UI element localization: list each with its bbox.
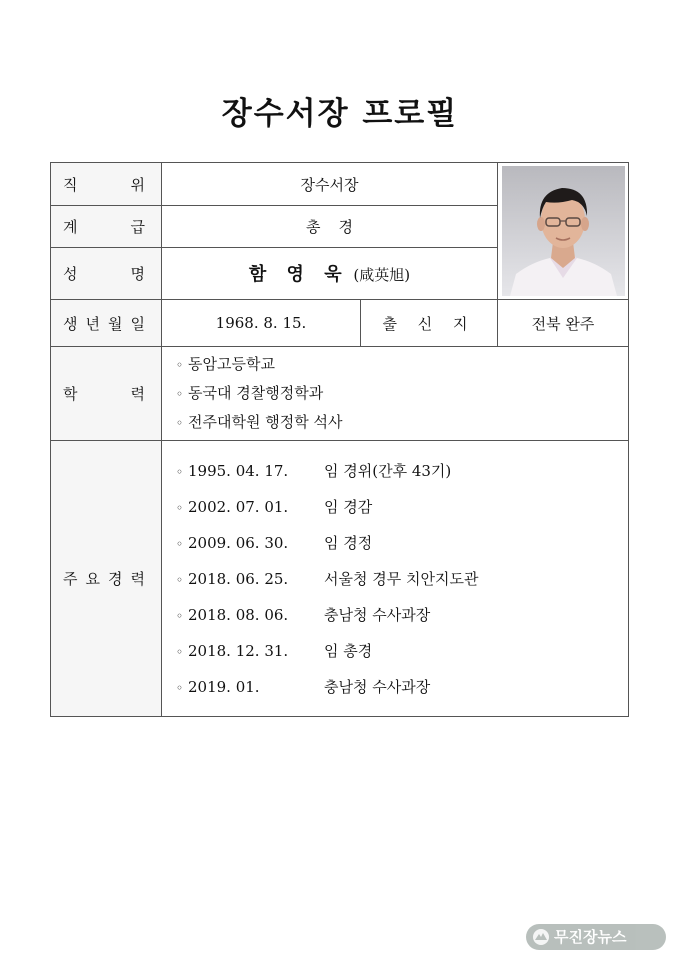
career-date: 2018. 06. 25. xyxy=(188,570,289,588)
career-item xyxy=(176,525,616,561)
name-cell xyxy=(162,247,498,299)
career-item xyxy=(176,561,616,597)
bullet: ◦ xyxy=(176,609,184,623)
bullet: ◦ xyxy=(176,416,184,430)
bullet: ◦ xyxy=(176,465,184,479)
career-date: 2002. 07. 01. xyxy=(188,498,289,516)
career-desc: 충남청 수사과장 xyxy=(324,606,431,624)
career-item xyxy=(176,669,616,705)
career-desc: 임 경감 xyxy=(324,498,373,516)
origin-value: 전북 완주 xyxy=(498,300,629,347)
education-text: 동국대 경찰행정학과 xyxy=(188,384,324,402)
profile-table xyxy=(50,162,629,717)
position-value: 장수서장 xyxy=(162,163,498,206)
rank-label: 계 급 xyxy=(51,206,162,247)
career-desc: 충남청 수사과장 xyxy=(324,678,431,696)
career-date: 2018. 12. 31. xyxy=(188,642,289,660)
position-label: 직 위 xyxy=(51,163,162,206)
bullet: ◦ xyxy=(176,645,184,659)
career-item xyxy=(176,489,616,525)
row-education xyxy=(51,347,629,441)
origin-label: 출 신 지 xyxy=(361,300,498,347)
career-date: 2019. 01. xyxy=(188,678,260,696)
education-item xyxy=(176,350,616,379)
career-date: 2018. 08. 06. xyxy=(188,606,289,624)
row-birth xyxy=(51,300,629,347)
career-label: 주 요 경 력 xyxy=(51,441,162,717)
name-label: 성 명 xyxy=(51,247,162,299)
education-text: 전주대학원 행정학 석사 xyxy=(188,413,343,431)
page-title: 장수서장 프로필 xyxy=(221,96,459,132)
profile-photo xyxy=(502,166,625,296)
row-position xyxy=(51,163,629,206)
photo-cell xyxy=(498,163,629,300)
row-career xyxy=(51,441,629,717)
education-item xyxy=(176,408,616,437)
birth-value: 1968. 8. 15. xyxy=(162,300,361,347)
career-desc: 임 총경 xyxy=(324,642,373,660)
bullet: ◦ xyxy=(176,358,184,372)
watermark-logo-icon xyxy=(532,928,550,946)
birth-label: 생 년 월 일 xyxy=(51,300,162,347)
career-desc: 임 경위(간후 43기) xyxy=(324,462,452,480)
name-value: 함 영 욱 xyxy=(248,264,349,286)
rank-value: 총경 xyxy=(162,206,498,247)
career-date: 2009. 06. 30. xyxy=(188,534,289,552)
watermark xyxy=(526,924,666,950)
education-item xyxy=(176,379,616,408)
education-label: 학 력 xyxy=(51,347,162,441)
career-item xyxy=(176,453,616,489)
watermark-text: 무진장뉴스 xyxy=(554,928,627,946)
career-date: 1995. 04. 17. xyxy=(188,462,289,480)
career-item xyxy=(176,597,616,633)
education-text: 동암고등학교 xyxy=(188,355,275,373)
education-list xyxy=(162,347,629,441)
name-hanja: (咸英旭) xyxy=(353,266,411,285)
career-item xyxy=(176,633,616,669)
bullet: ◦ xyxy=(176,387,184,401)
bullet: ◦ xyxy=(176,537,184,551)
career-desc: 임 경정 xyxy=(324,534,373,552)
bullet: ◦ xyxy=(176,681,184,695)
career-list xyxy=(162,441,629,717)
bullet: ◦ xyxy=(176,573,184,587)
career-desc: 서울청 경무 치안지도관 xyxy=(324,570,479,588)
bullet: ◦ xyxy=(176,501,184,515)
